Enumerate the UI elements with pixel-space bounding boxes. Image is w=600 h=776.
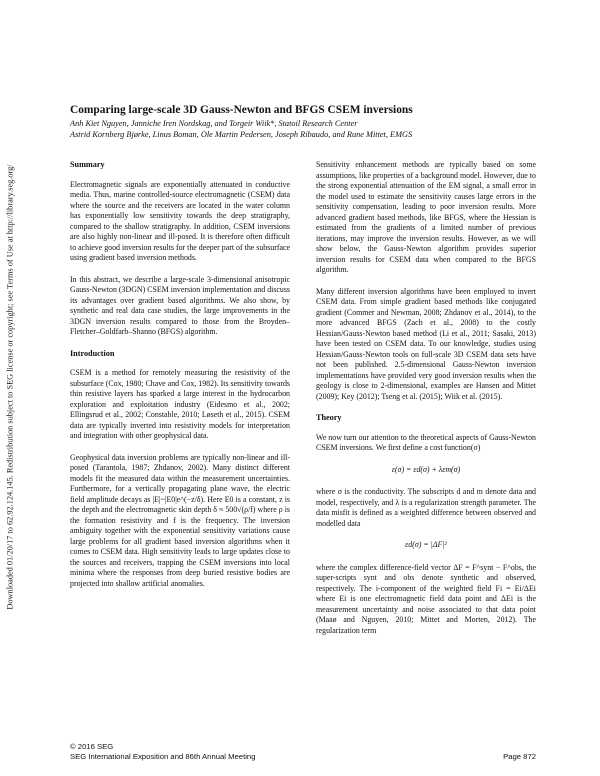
introduction-paragraph-2: Geophysical data inversion problems are typically non-linear and ill-posed (Tarantola, 1987; Zhdanov, 2002). Many distinct different models fit the measured data within the measurement uncertainties. Furthermore, for a vertically propagating plane wave, the electric field amplitude decays as |E|~|E0|e^(−z/δ). Here E0 is a constant, z is the depth and the electromagnetic skin depth δ ≈ 500√(ρ/f) where ρ is the formation resistivity and f is the frequency. The inversion ambiguity together with the exponential sensitivity variations cause large problems for all gradient based inversion algorithms when it comes to CSEM data. High sensitivity leads to large updates close to the sources and receivers, trapping the CSEM inversions into local minima where the responses from deep buried resistive bodies are projected into shallow artificial anomalies.: [70, 452, 290, 588]
right-paragraph-2: Many different inversion algorithms have been employed to invert CSEM data. From simple gradient based methods like conjugated gradient (Commer and Newman, 2008; Zhdanov et al., 2014), to the more advanced BFGS (Zach et al., 2008) to the costly Hessian/Gauss-Newton based method (Li et al., 2011; Sasaki, 2013) have been tested on CSEM data. To our knowledge, studies using Hessian/Gauss-Newton tools on full-scale 3D CSEM data sets have not been published. 2.5-dimensional Gauss-Newton inversion implementations have provided very good inversion results when the geology is close to 2-dimensional, examples are Hansen and Mittet (2009); Key (2012); Tseng et al. (2015); Wiik et al. (2015).: [316, 286, 536, 401]
footer-meeting: SEG International Exposition and 86th Annual Meeting: [70, 752, 256, 761]
introduction-paragraph-1: CSEM is a method for remotely measuring the resistivity of the subsurface (Cox, 1980; Chave and Cox, 1982). Its sensitivity towards thin resistive layers has sparked a large interest in the hydrocarbon exploration and exploitation industry (Eidesmo et al., 2002; Ellingsrud et al., 2002; Constable, 2010; Løseth et al., 2015). CSEM data are typically inverted into resistivity models for interpretation and integration with other geophysical data.: [70, 368, 290, 440]
author-list: [70, 118, 540, 140]
theory-paragraph-1: We now turn our attention to the theoretical aspects of Gauss-Newton CSEM inversions. We first define a cost function(σ): [316, 432, 536, 452]
page-number: Page 872: [503, 752, 536, 761]
footer-left: [70, 742, 255, 762]
right-paragraph-1: Sensitivity enhancement methods are typically based on some assumptions, like properties of a background model. However, due to the strong exponential attenuation of the EM signal, a small error in the model used to estimate the sensitivity causes large errors in the sensitivity compensation, leading to poor inversion results. More advanced gradient based methods, like BFGS, where the Hessian is estimated from the gradients of a limited number of previous iterations, may improve the inversion results. However, as we will show below, the Gauss-Newton algorithm provides superior inversion results for CSEM data when compared to the BFGS algorithm.: [316, 160, 536, 274]
right-column: [316, 160, 536, 647]
authors-statoil: Anh Kiet Nguyen, Janniche Iren Nordskag, and Torgeir Wiik*, Statoil Research Center: [70, 119, 358, 128]
cost-function-equation: ε(σ) = εd(σ) + λεm(σ): [391, 464, 461, 474]
theory-paragraph-3: where the complex difference-field vector ΔF = F^synt − F^obs, the super-scripts synt and obs denote synthetic and observed, respectively. The i-component of the weighted field Fi = Ei/ΔEi where Ei is one electromagnetic field data point and ΔEi is the measurement uncertainty and noise associated to that data point (Maaø and Nguyen, 2010; Mittet and Morten, 2012). The regularization term: [316, 562, 536, 635]
footer-copyright: © 2016 SEG: [70, 742, 114, 751]
authors-emgs: Astrid Kornberg Bjørke, Linus Boman, Ole Martin Pedersen, Joseph Ribaudo, and Rune Mittet, EMGS: [70, 130, 413, 139]
summary-paragraph-2: In this abstract, we describe a large-scale 3-dimensional anisotropic Gauss-Newton (3DGN) CSEM inversion implementation and discuss its advantages over gradient based algorithms. We also show, by synthetic and real data case studies, the large improvements in the 3DGN inversion results compared to those from the Broyden–Fletcher–Goldfarb–Shanno (BFGS) algorithm.: [70, 274, 290, 336]
download-notice: [2, 118, 18, 656]
introduction-heading: Introduction: [70, 348, 115, 358]
download-notice-text: Downloaded 01/20/17 to 62.92.124.145. Redistribution subject to SEG license or copyright; see Terms of Use at http://library.seg.org/: [5, 164, 15, 610]
theory-paragraph-2: where σ is the conductivity. The subscripts d and m denote data and model, respectively, and λ is a regularization strength parameter. The data misfit is defined as a weighted difference between observed and modelled data: [316, 487, 536, 528]
left-column: [70, 160, 290, 600]
theory-heading: Theory: [316, 413, 342, 422]
summary-heading: Summary: [70, 160, 105, 169]
paper-title: Comparing large-scale 3D Gauss-Newton and BFGS CSEM inversions: [70, 104, 413, 116]
data-misfit-equation: εd(σ) = |ΔF|²: [405, 540, 447, 549]
summary-paragraph-1: Electromagnetic signals are exponentially attenuated in conductive media. Thus, marine controlled-source electromagnetic (CSEM) data where the source and the receivers are located in the water column has exponentially low sensitivity towards the deep stratigraphy, compared to the shallow stratigraphy. In addition, CSEM inversions are also highly non-linear and ill-posed. It is therefore often difficult to achieve good inversion results for the deeper part of the subsurface using gradient based inversion methods.: [70, 179, 290, 262]
